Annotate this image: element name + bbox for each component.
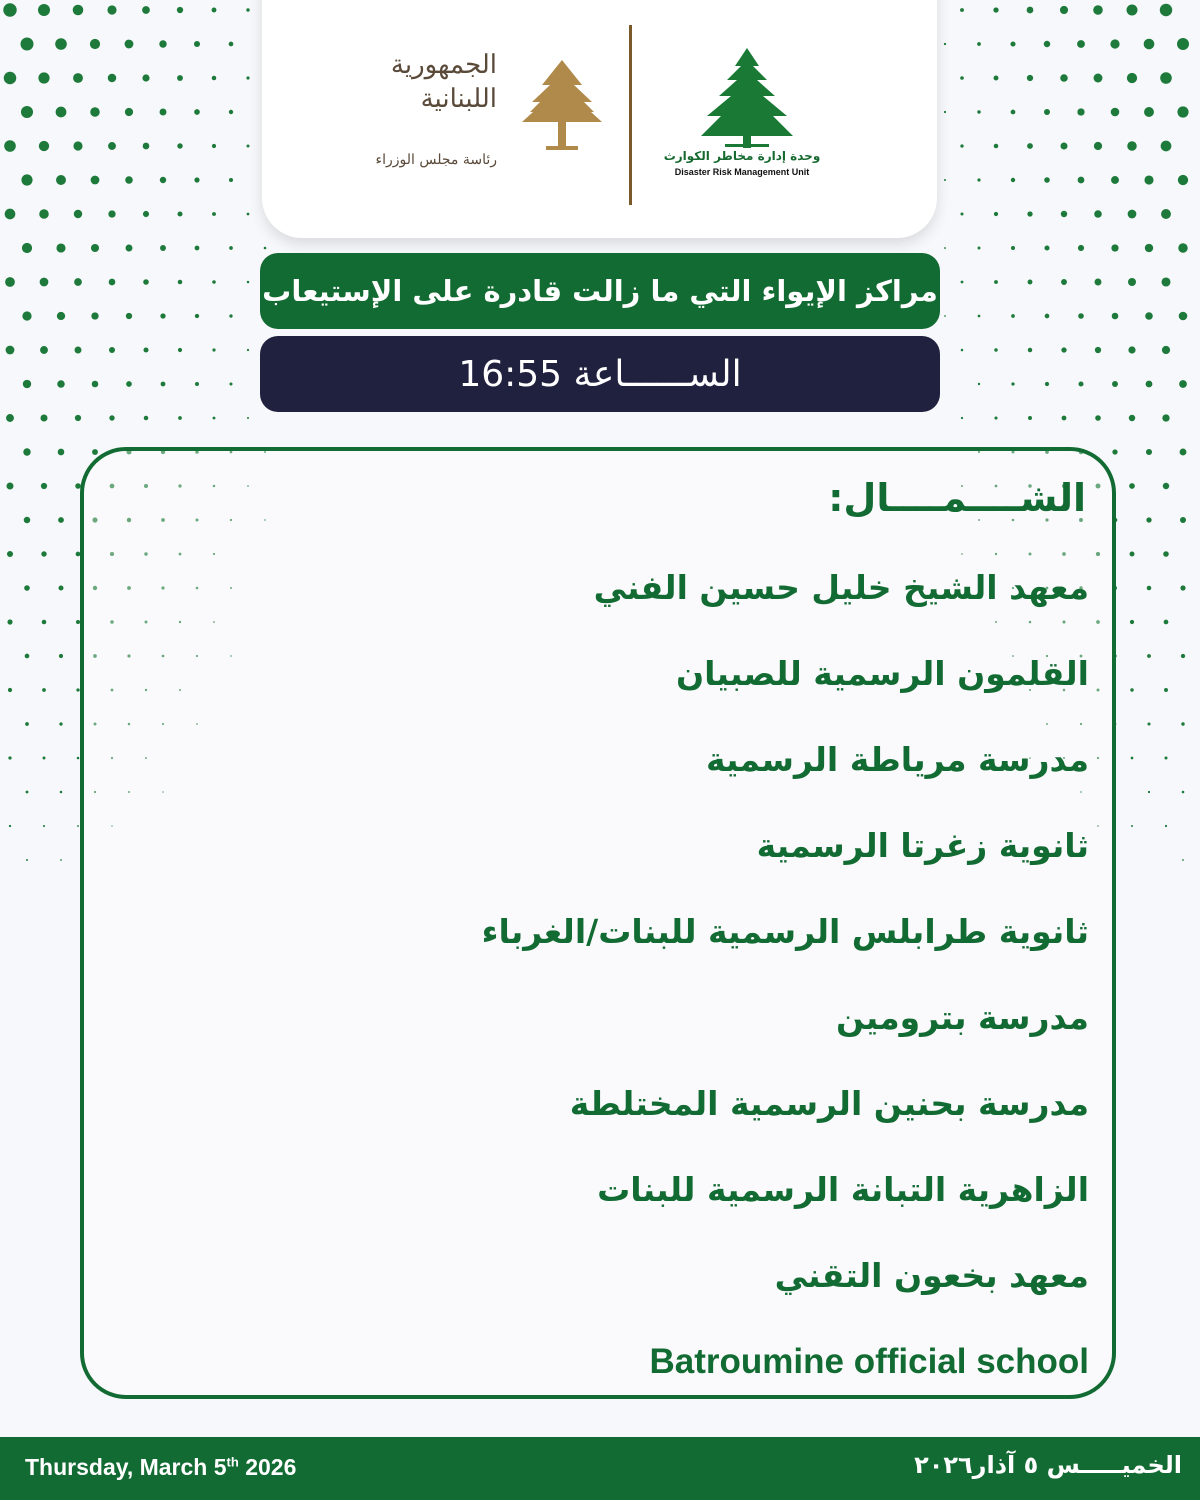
decor-dot — [212, 280, 216, 284]
decor-dot — [1060, 74, 1068, 82]
decor-dot — [1045, 314, 1050, 319]
decor-dot — [38, 4, 50, 16]
government-name — [367, 48, 497, 116]
decor-dot — [1160, 4, 1172, 16]
decor-dot — [1165, 825, 1167, 827]
decor-dot — [125, 108, 133, 116]
decor-dot — [246, 76, 249, 79]
drm-unit-arabic: وحدة إدارة مخاطر الكوارث — [663, 149, 821, 163]
decor-dot — [1027, 211, 1032, 216]
decor-dot — [1179, 312, 1188, 321]
date-arabic: الخميـــــس ٥ آذار٢٠٢٦ — [914, 1451, 1182, 1479]
decor-dot — [43, 757, 46, 760]
decor-dot — [92, 381, 99, 388]
decor-dot — [994, 416, 997, 419]
decor-dot — [1145, 312, 1153, 320]
decor-dot — [944, 179, 946, 181]
decor-dot — [1077, 40, 1085, 48]
decor-dot — [1112, 381, 1118, 387]
decor-dot — [1094, 74, 1103, 83]
decor-dot — [159, 40, 166, 47]
decor-dot — [77, 757, 80, 760]
decor-dot — [229, 110, 233, 114]
decor-dot — [59, 722, 62, 725]
decor-dot — [126, 245, 133, 252]
decor-dot — [247, 281, 250, 284]
decor-dot — [7, 483, 14, 490]
decor-dot — [1077, 108, 1084, 115]
decor-dot — [1111, 244, 1118, 251]
decor-dot — [56, 243, 65, 252]
decor-dot — [1027, 7, 1034, 14]
decor-dot — [247, 145, 250, 148]
decor-dot — [161, 382, 166, 387]
decor-dot — [978, 315, 981, 318]
decor-dot — [1094, 142, 1102, 150]
list-item: الزاهرية التبانة الرسمية للبنات — [597, 1170, 1089, 1209]
decor-dot — [212, 144, 216, 148]
decor-dot — [177, 143, 182, 148]
decor-dot — [194, 41, 200, 47]
decor-dot — [1161, 277, 1170, 286]
decor-dot — [961, 349, 964, 352]
decor-dot — [23, 380, 31, 388]
decor-dot — [25, 654, 30, 659]
decor-dot — [108, 74, 117, 83]
decor-dot — [160, 177, 166, 183]
decor-dot — [177, 75, 183, 81]
decor-dot — [1044, 177, 1050, 183]
decor-dot — [177, 7, 183, 13]
list-item: ثانوية زغرتا الرسمية — [756, 826, 1089, 865]
decor-dot — [1095, 347, 1101, 353]
decor-dot — [21, 38, 34, 51]
decor-dot — [1180, 585, 1185, 590]
decor-dot — [1011, 246, 1015, 250]
decor-dot — [960, 144, 963, 147]
decor-dot — [1182, 859, 1184, 861]
title-text: مراكز الإيواء التي ما زالت قادرة على الإستيعاب — [262, 274, 938, 308]
decor-dot — [195, 246, 200, 251]
decor-dot — [74, 278, 82, 286]
list-item: القلمون الرسمية للصبيان — [675, 654, 1089, 693]
decor-dot — [22, 311, 31, 320]
decor-dot — [1180, 449, 1187, 456]
decor-dot — [194, 109, 200, 115]
decor-dot — [1144, 175, 1153, 184]
decor-dot — [60, 791, 63, 794]
date-english-year: 2026 — [238, 1454, 297, 1480]
list-item: Batroumine official school — [649, 1342, 1089, 1381]
decor-dot — [1177, 106, 1188, 117]
decor-dot — [1044, 109, 1050, 115]
decor-dot — [41, 483, 47, 489]
decor-dot — [23, 448, 30, 455]
decor-dot — [961, 281, 964, 284]
decor-dot — [961, 417, 963, 419]
decor-dot — [1144, 107, 1154, 117]
decor-dot — [1147, 654, 1151, 658]
date-english-main: Thursday, March 5 — [25, 1454, 227, 1480]
decor-dot — [1162, 414, 1169, 421]
decor-dot — [1130, 620, 1134, 624]
decor-dot — [125, 176, 133, 184]
decor-dot — [108, 142, 116, 150]
decor-dot — [1094, 210, 1102, 218]
decor-dot — [1028, 348, 1032, 352]
decor-dot — [160, 245, 166, 251]
decor-dot — [960, 8, 964, 12]
decor-dot — [5, 277, 15, 287]
decor-dot — [1078, 177, 1085, 184]
decor-dot — [142, 6, 150, 14]
decor-dot — [75, 415, 81, 421]
decor-dot — [229, 42, 234, 47]
decor-dot — [1178, 175, 1188, 185]
decor-dot — [212, 212, 216, 216]
decor-dot — [39, 209, 49, 219]
decor-dot — [1010, 41, 1015, 46]
decor-dot — [142, 74, 149, 81]
decor-dot — [1145, 244, 1153, 252]
decor-dot — [25, 722, 29, 726]
decor-dot — [77, 825, 79, 827]
decor-dot — [143, 143, 150, 150]
decor-dot — [1131, 825, 1133, 827]
decor-dot — [1179, 380, 1187, 388]
decor-dot — [1164, 620, 1169, 625]
list-item: مدرسة بحنين الرسمية المختلطة — [569, 1084, 1089, 1123]
decor-dot — [40, 346, 48, 354]
decor-dot — [1160, 72, 1172, 84]
government-subtitle: رئاسة مجلس الوزراء — [375, 152, 497, 168]
decor-dot — [43, 825, 45, 827]
decor-dot — [1129, 415, 1135, 421]
decor-dot — [1161, 141, 1172, 152]
decor-dot — [26, 859, 28, 861]
decor-dot — [58, 449, 65, 456]
decor-dot — [1147, 722, 1150, 725]
list-item: مدرسة مرياطة الرسمية — [705, 740, 1089, 779]
decor-dot — [143, 347, 148, 352]
decor-dot — [1146, 449, 1152, 455]
decor-dot — [247, 417, 249, 419]
decor-dot — [56, 175, 66, 185]
decor-dot — [59, 586, 64, 591]
decor-dot — [178, 280, 183, 285]
decor-dot — [195, 314, 199, 318]
decor-dot — [960, 76, 964, 80]
decor-dot — [143, 279, 149, 285]
decor-dot — [994, 76, 999, 81]
decor-dot — [4, 140, 16, 152]
decor-dot — [944, 315, 946, 317]
decor-dot — [91, 312, 98, 319]
list-item: مدرسة بترومين — [836, 998, 1089, 1037]
decor-dot — [213, 417, 216, 420]
decor-dot — [144, 416, 149, 421]
decor-dot — [1161, 209, 1171, 219]
decor-dot — [59, 654, 63, 658]
decor-dot — [56, 107, 67, 118]
decor-dot — [1078, 313, 1084, 319]
decor-dot — [1078, 381, 1083, 386]
decor-dot — [60, 859, 62, 861]
decor-dot — [3, 3, 16, 16]
time-text: الســــــاعة 16:55 — [458, 353, 742, 395]
decor-dot — [229, 382, 232, 385]
decor-dot — [1128, 346, 1135, 353]
decor-dot — [1128, 278, 1136, 286]
decor-dot — [1028, 280, 1033, 285]
decor-dot — [1146, 517, 1151, 522]
decor-dot — [1127, 73, 1137, 83]
decor-dot — [1181, 722, 1184, 725]
decor-dot — [1078, 245, 1084, 251]
date-english — [25, 1454, 296, 1481]
decor-dot — [55, 38, 67, 50]
decor-dot — [994, 144, 999, 149]
decor-dot — [1011, 110, 1016, 115]
decor-dot — [1180, 517, 1186, 523]
decor-dot — [1095, 415, 1101, 421]
decor-dot — [229, 178, 233, 182]
decor-dot — [126, 381, 132, 387]
decor-dot — [26, 791, 29, 794]
decor-dot — [24, 585, 30, 591]
decor-dot — [38, 72, 49, 83]
decor-dot — [978, 383, 980, 385]
header-divider — [629, 25, 632, 205]
list-item: ثانوية طرابلس الرسمية للبنات/الغرباء — [481, 912, 1089, 951]
footer-bar — [0, 1437, 1200, 1500]
decor-dot — [1111, 176, 1119, 184]
decor-dot — [1181, 654, 1185, 658]
decor-dot — [1011, 382, 1014, 385]
decor-dot — [40, 414, 47, 421]
decor-dot — [160, 109, 167, 116]
decor-dot — [1011, 314, 1015, 318]
decor-dot — [1131, 757, 1134, 760]
decor-dot — [1061, 211, 1067, 217]
decor-dot — [978, 247, 981, 250]
decor-dot — [246, 8, 249, 11]
list-item: معهد بخعون التقني — [774, 1256, 1089, 1295]
decor-dot — [1062, 416, 1067, 421]
decor-dot — [977, 178, 980, 181]
decor-dot — [1129, 483, 1135, 489]
decor-dot — [994, 348, 997, 351]
decor-dot — [178, 212, 183, 217]
decor-dot — [21, 106, 33, 118]
decor-dot — [75, 347, 82, 354]
decor-dot — [91, 244, 99, 252]
decor-dot — [73, 73, 83, 83]
decor-dot — [1178, 243, 1187, 252]
decor-dot — [1148, 791, 1150, 793]
decor-dot — [4, 72, 17, 85]
decor-dot — [74, 210, 82, 218]
decor-dot — [73, 5, 84, 16]
decor-dot — [212, 76, 217, 81]
decor-dot — [247, 349, 249, 351]
decor-dot — [1061, 347, 1066, 352]
title-banner — [260, 253, 940, 329]
decor-dot — [1011, 178, 1015, 182]
decor-dot — [1162, 346, 1170, 354]
decor-dot — [1110, 39, 1119, 48]
decor-dot — [178, 348, 182, 352]
decor-dot — [1144, 39, 1155, 50]
decor-dot — [7, 551, 13, 557]
decor-dot — [1045, 382, 1049, 386]
decor-dot — [9, 825, 11, 827]
decor-dot — [1127, 5, 1138, 16]
decor-dot — [1027, 75, 1033, 81]
decor-dot — [247, 213, 250, 216]
decor-dot — [1128, 210, 1137, 219]
decor-dot — [264, 247, 267, 250]
decor-dot — [212, 8, 217, 13]
decor-dot — [1095, 279, 1102, 286]
decor-dot — [195, 382, 199, 386]
decor-dot — [108, 210, 115, 217]
decor-dot — [90, 107, 100, 117]
decor-dot — [1060, 142, 1067, 149]
decor-dot — [178, 416, 182, 420]
decor-dot — [944, 43, 946, 45]
decor-dot — [1028, 416, 1032, 420]
decor-dot — [1164, 688, 1168, 692]
decor-dot — [8, 756, 11, 759]
date-english-ordinal: th — [226, 1454, 239, 1470]
decor-dot — [944, 111, 946, 113]
decor-dot — [993, 7, 998, 12]
decor-dot — [91, 176, 100, 185]
decor-dot — [58, 517, 64, 523]
decor-dot — [22, 243, 32, 253]
government-name-line-2: اللبنانية — [420, 84, 497, 114]
decor-dot — [125, 40, 134, 49]
decor-dot — [42, 688, 46, 692]
drm-unit-english: Disaster Risk Management Unit — [674, 167, 810, 177]
decor-dot — [977, 42, 981, 46]
decor-dot — [1060, 6, 1068, 14]
decor-dot — [57, 380, 64, 387]
decor-dot — [39, 141, 49, 151]
decor-dot — [6, 346, 15, 355]
decor-dot — [109, 415, 114, 420]
shelters-list — [189, 560, 1089, 1420]
decor-dot — [7, 619, 12, 624]
decor-dot — [1044, 245, 1049, 250]
list-item: معهد الشيخ خليل حسين الفني — [593, 568, 1089, 607]
decor-dot — [1177, 38, 1189, 50]
decor-dot — [994, 280, 998, 284]
decor-dot — [24, 517, 31, 524]
decor-dot — [107, 5, 116, 14]
decor-dot — [1146, 381, 1153, 388]
decor-dot — [944, 247, 946, 249]
decor-dot — [212, 348, 215, 351]
header-card — [262, 0, 937, 238]
decor-dot — [1163, 483, 1169, 489]
decor-dot — [229, 314, 232, 317]
decor-dot — [1182, 791, 1185, 794]
decor-dot — [1111, 108, 1120, 117]
decor-dot — [960, 212, 963, 215]
decor-dot — [194, 177, 199, 182]
decor-dot — [1027, 143, 1033, 149]
decor-dot — [73, 141, 82, 150]
decor-dot — [8, 688, 12, 692]
decor-dot — [57, 312, 65, 320]
decor-dot — [109, 279, 116, 286]
time-banner — [260, 336, 940, 412]
decor-dot — [1130, 552, 1135, 557]
government-name-line-1: الجمهورية — [390, 50, 497, 80]
decor-dot — [6, 414, 14, 422]
decor-dot — [109, 347, 115, 353]
decor-dot — [126, 313, 132, 319]
decor-dot — [994, 212, 998, 216]
decor-dot — [160, 313, 165, 318]
decor-dot — [41, 551, 46, 556]
decor-dot — [1112, 313, 1119, 320]
decor-dot — [1127, 141, 1137, 151]
decor-dot — [143, 211, 149, 217]
decor-dot — [21, 174, 32, 185]
decor-dot — [1044, 41, 1050, 47]
decor-dot — [42, 620, 47, 625]
decor-dot — [1130, 688, 1133, 691]
decor-dot — [1164, 756, 1167, 759]
decor-dot — [1163, 551, 1169, 557]
decor-dot — [1147, 586, 1152, 591]
decor-dot — [1061, 279, 1067, 285]
decor-dot — [40, 278, 49, 287]
decor-dot — [977, 110, 980, 113]
decor-dot — [229, 246, 233, 250]
decor-dot — [1112, 449, 1117, 454]
region-heading: الشــــمــــال: — [828, 476, 1086, 520]
decor-dot — [1093, 5, 1103, 15]
decor-dot — [92, 449, 98, 455]
decor-dot — [90, 39, 100, 49]
decor-dot — [5, 209, 16, 220]
